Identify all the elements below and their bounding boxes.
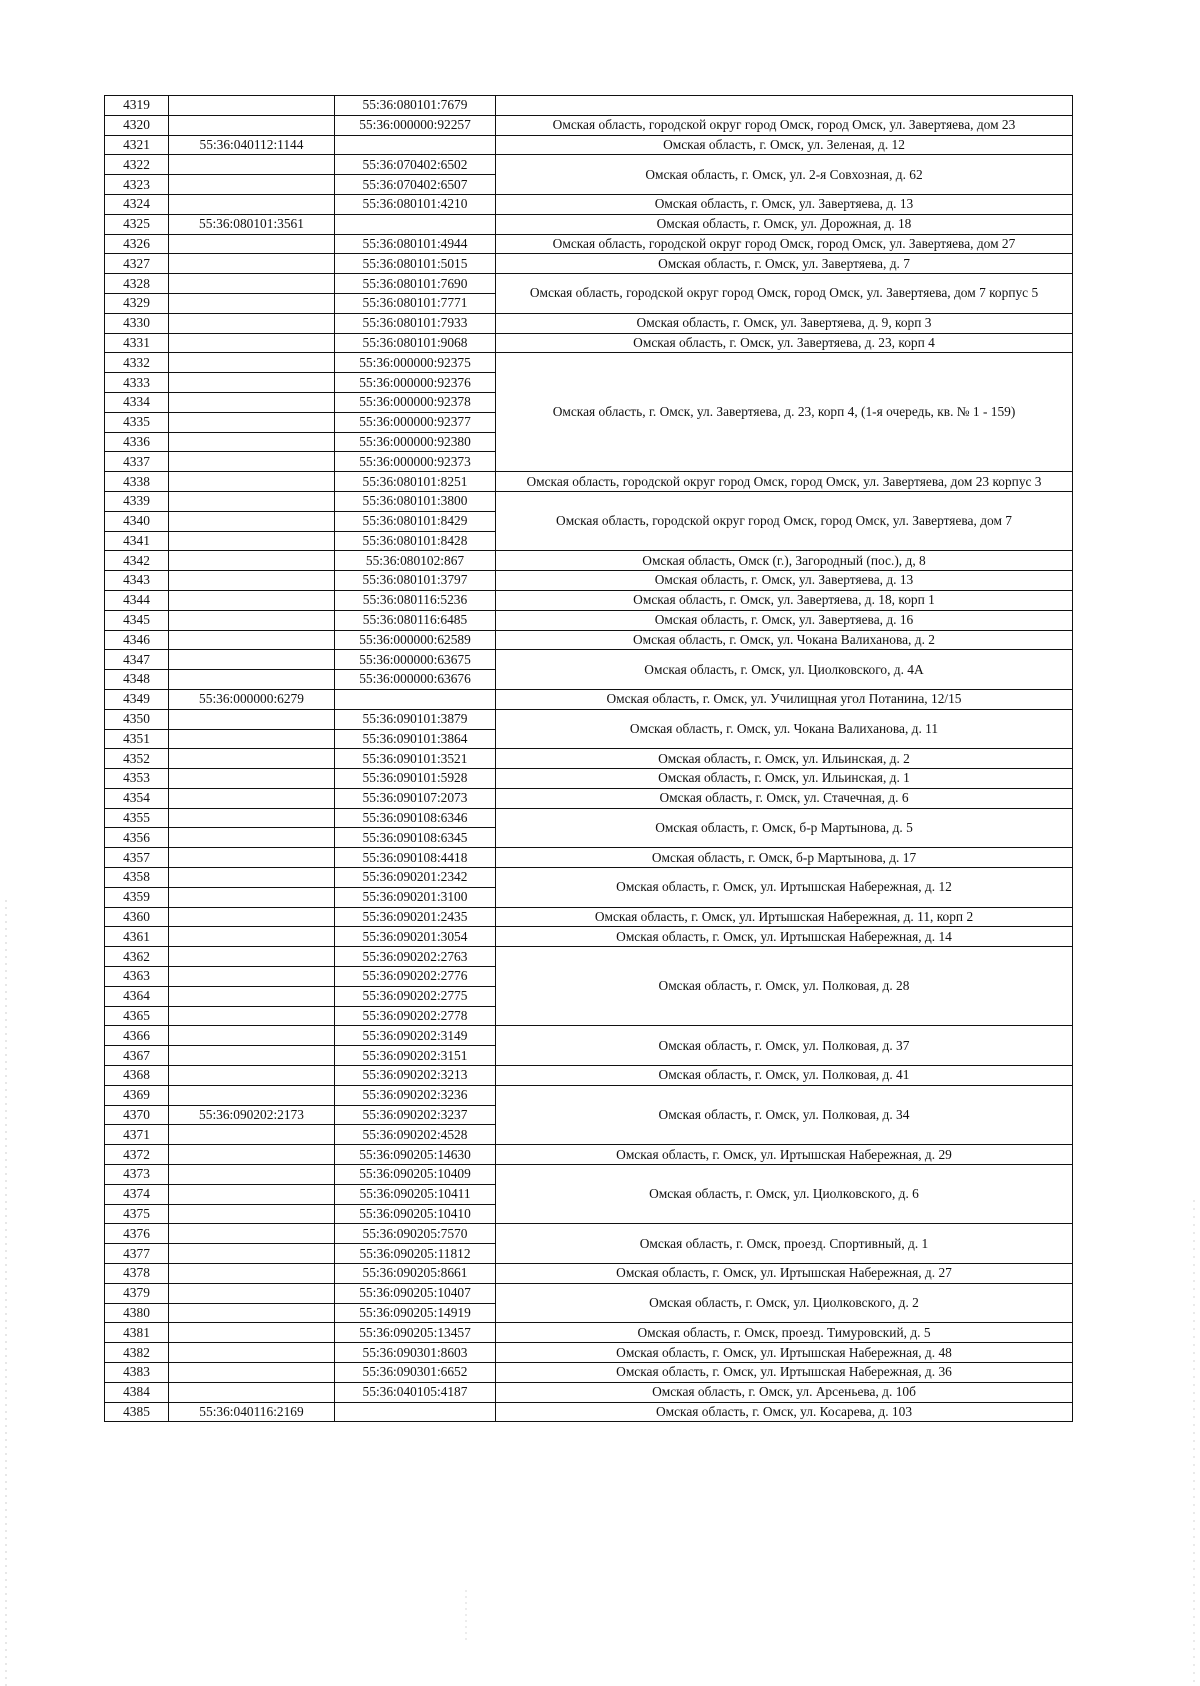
row-number-cell: 4344: [105, 590, 169, 610]
object-cadastral-number-cell: 55:36:000000:92373: [335, 452, 496, 472]
object-cadastral-number-cell: 55:36:000000:92257: [335, 115, 496, 135]
object-cadastral-number-cell: [335, 135, 496, 155]
address-cell: Омская область, г. Омск, проезд. Тимуровский, д. 5: [496, 1323, 1073, 1343]
cadastral-number-cell: [169, 234, 335, 254]
address-cell: Омская область, г. Омск, ул. Полковая, д. 34: [496, 1085, 1073, 1144]
address-cell: Омская область, г. Омск, ул. Иртышская Набережная, д. 12: [496, 868, 1073, 908]
object-cadastral-number-cell: 55:36:080101:3797: [335, 571, 496, 591]
object-cadastral-number-cell: 55:36:000000:62589: [335, 630, 496, 650]
cadastral-number-cell: [169, 452, 335, 472]
row-number-cell: 4326: [105, 234, 169, 254]
address-cell: Омская область, г. Омск, ул. Завертяева, д. 9, корп 3: [496, 313, 1073, 333]
row-number-cell: 4375: [105, 1204, 169, 1224]
object-cadastral-number-cell: 55:36:090301:6652: [335, 1363, 496, 1383]
object-cadastral-number-cell: 55:36:090108:4418: [335, 848, 496, 868]
address-cell: Омская область, г. Омск, ул. Циолковского, д. 6: [496, 1165, 1073, 1224]
cadastral-number-cell: [169, 1006, 335, 1026]
row-number-cell: 4345: [105, 610, 169, 630]
object-cadastral-number-cell: 55:36:090201:3100: [335, 887, 496, 907]
object-cadastral-number-cell: 55:36:090201:2342: [335, 868, 496, 888]
cadastral-number-cell: [169, 1283, 335, 1303]
object-cadastral-number-cell: 55:36:090205:14630: [335, 1145, 496, 1165]
table-row: [105, 155, 1073, 175]
cadastral-number-cell: [169, 788, 335, 808]
cadastral-number-cell: [169, 412, 335, 432]
address-cell: Омская область, г. Омск, ул. Иртышская Набережная, д. 48: [496, 1343, 1073, 1363]
table-row: [105, 689, 1073, 709]
row-number-cell: 4328: [105, 274, 169, 294]
table-row: [105, 610, 1073, 630]
row-number-cell: 4321: [105, 135, 169, 155]
cadastral-number-cell: [169, 887, 335, 907]
object-cadastral-number-cell: 55:36:080101:7771: [335, 293, 496, 313]
table-row: [105, 1085, 1073, 1105]
address-cell: Омская область, г. Омск, ул. Иртышская Набережная, д. 29: [496, 1145, 1073, 1165]
address-cell: Омская область, г. Омск, ул. Завертяева, д. 13: [496, 571, 1073, 591]
table-row: [105, 1323, 1073, 1343]
table-row: [105, 234, 1073, 254]
table-row: [105, 274, 1073, 294]
row-number-cell: 4378: [105, 1264, 169, 1284]
object-cadastral-number-cell: 55:36:080101:4210: [335, 194, 496, 214]
cadastral-number-cell: [169, 571, 335, 591]
table-row: [105, 115, 1073, 135]
cadastral-number-cell: [169, 610, 335, 630]
address-cell: Омская область, г. Омск, ул. Зеленая, д. 12: [496, 135, 1073, 155]
cadastral-number-cell: [169, 333, 335, 353]
row-number-cell: 4327: [105, 254, 169, 274]
row-number-cell: 4319: [105, 96, 169, 116]
address-cell: Омская область, г. Омск, ул. Завертяева, д. 23, корп 4, (1-я очередь, кв. № 1 - 159): [496, 353, 1073, 472]
address-cell: Омская область, г. Омск, ул. Ильинская, д. 1: [496, 769, 1073, 789]
table-row: [105, 333, 1073, 353]
object-cadastral-number-cell: 55:36:080101:4944: [335, 234, 496, 254]
table-row: [105, 1165, 1073, 1185]
object-cadastral-number-cell: 55:36:090205:7570: [335, 1224, 496, 1244]
cadastral-number-cell: [169, 590, 335, 610]
row-number-cell: 4382: [105, 1343, 169, 1363]
cadastral-number-cell: [169, 432, 335, 452]
address-cell: Омская область, г. Омск, ул. Чокана Валиханова, д. 11: [496, 709, 1073, 749]
object-cadastral-number-cell: 55:36:090202:3149: [335, 1026, 496, 1046]
cadastral-number-cell: [169, 293, 335, 313]
object-cadastral-number-cell: 55:36:080101:3800: [335, 491, 496, 511]
object-cadastral-number-cell: 55:36:000000:92376: [335, 373, 496, 393]
address-cell: Омская область, г. Омск, ул. Иртышская Набережная, д. 36: [496, 1363, 1073, 1383]
row-number-cell: 4360: [105, 907, 169, 927]
object-cadastral-number-cell: 55:36:090205:10410: [335, 1204, 496, 1224]
cadastral-number-cell: [169, 1145, 335, 1165]
table-row: [105, 590, 1073, 610]
address-cell: Омская область, г. Омск, ул. Иртышская Набережная, д. 11, корп 2: [496, 907, 1073, 927]
object-cadastral-number-cell: 55:36:090205:10407: [335, 1283, 496, 1303]
object-cadastral-number-cell: 55:36:090201:2435: [335, 907, 496, 927]
address-cell: Омская область, г. Омск, ул. Иртышская Набережная, д. 14: [496, 927, 1073, 947]
registry-table-body: [105, 96, 1073, 1422]
cadastral-number-cell: [169, 1323, 335, 1343]
object-cadastral-number-cell: 55:36:090202:3213: [335, 1066, 496, 1086]
row-number-cell: 4372: [105, 1145, 169, 1165]
row-number-cell: 4383: [105, 1363, 169, 1383]
row-number-cell: 4333: [105, 373, 169, 393]
cadastral-number-cell: [169, 1184, 335, 1204]
cadastral-number-cell: [169, 947, 335, 967]
object-cadastral-number-cell: 55:36:090101:3521: [335, 749, 496, 769]
cadastral-number-cell: [169, 96, 335, 116]
object-cadastral-number-cell: 55:36:090202:3151: [335, 1046, 496, 1066]
object-cadastral-number-cell: 55:36:090205:11812: [335, 1244, 496, 1264]
table-row: [105, 1343, 1073, 1363]
object-cadastral-number-cell: 55:36:090202:2778: [335, 1006, 496, 1026]
address-cell: Омская область, г. Омск, ул. Завертяева, д. 23, корп 4: [496, 333, 1073, 353]
object-cadastral-number-cell: 55:36:080101:5015: [335, 254, 496, 274]
address-cell: Омская область, г. Омск, ул. Завертяева, д. 7: [496, 254, 1073, 274]
row-number-cell: 4353: [105, 769, 169, 789]
row-number-cell: 4346: [105, 630, 169, 650]
cadastral-number-cell: [169, 749, 335, 769]
row-number-cell: 4335: [105, 412, 169, 432]
object-cadastral-number-cell: 55:36:080101:8251: [335, 472, 496, 492]
object-cadastral-number-cell: 55:36:090202:3237: [335, 1105, 496, 1125]
cadastral-number-cell: [169, 392, 335, 412]
table-row: [105, 96, 1073, 116]
address-cell: Омская область, г. Омск, ул. Косарева, д. 103: [496, 1402, 1073, 1422]
object-cadastral-number-cell: 55:36:040105:4187: [335, 1382, 496, 1402]
cadastral-number-cell: [169, 175, 335, 195]
object-cadastral-number-cell: 55:36:000000:92380: [335, 432, 496, 452]
address-cell: [496, 96, 1073, 116]
object-cadastral-number-cell: 55:36:090107:2073: [335, 788, 496, 808]
table-row: [105, 1382, 1073, 1402]
table-row: [105, 194, 1073, 214]
cadastral-number-cell: [169, 194, 335, 214]
row-number-cell: 4371: [105, 1125, 169, 1145]
row-number-cell: 4340: [105, 511, 169, 531]
row-number-cell: 4342: [105, 551, 169, 571]
address-cell: Омская область, городской округ город Омск, город Омск, ул. Завертяева, дом 7 корпус 5: [496, 274, 1073, 314]
row-number-cell: 4367: [105, 1046, 169, 1066]
cadastral-number-cell: [169, 927, 335, 947]
row-number-cell: 4337: [105, 452, 169, 472]
object-cadastral-number-cell: 55:36:000000:92377: [335, 412, 496, 432]
cadastral-number-cell: [169, 274, 335, 294]
object-cadastral-number-cell: 55:36:090108:6345: [335, 828, 496, 848]
object-cadastral-number-cell: 55:36:080102:867: [335, 551, 496, 571]
cadastral-number-cell: [169, 986, 335, 1006]
object-cadastral-number-cell: 55:36:080101:7933: [335, 313, 496, 333]
object-cadastral-number-cell: 55:36:000000:92375: [335, 353, 496, 373]
table-row: [105, 472, 1073, 492]
object-cadastral-number-cell: [335, 214, 496, 234]
address-cell: Омская область, г. Омск, ул. Полковая, д. 37: [496, 1026, 1073, 1066]
table-row: [105, 1402, 1073, 1422]
object-cadastral-number-cell: 55:36:080101:7679: [335, 96, 496, 116]
object-cadastral-number-cell: 55:36:080116:6485: [335, 610, 496, 630]
object-cadastral-number-cell: 55:36:070402:6507: [335, 175, 496, 195]
cadastral-number-cell: 55:36:090202:2173: [169, 1105, 335, 1125]
table-row: [105, 571, 1073, 591]
row-number-cell: 4384: [105, 1382, 169, 1402]
cadastral-number-cell: [169, 551, 335, 571]
table-row: [105, 1264, 1073, 1284]
cadastral-number-cell: [169, 1026, 335, 1046]
table-row: [105, 1145, 1073, 1165]
cadastral-number-cell: [169, 907, 335, 927]
object-cadastral-number-cell: 55:36:090301:8603: [335, 1343, 496, 1363]
object-cadastral-number-cell: 55:36:080101:9068: [335, 333, 496, 353]
cadastral-number-cell: [169, 155, 335, 175]
address-cell: Омская область, г. Омск, ул. Дорожная, д. 18: [496, 214, 1073, 234]
table-row: [105, 927, 1073, 947]
row-number-cell: 4332: [105, 353, 169, 373]
row-number-cell: 4361: [105, 927, 169, 947]
table-row: [105, 868, 1073, 888]
row-number-cell: 4380: [105, 1303, 169, 1323]
object-cadastral-number-cell: 55:36:090205:10411: [335, 1184, 496, 1204]
object-cadastral-number-cell: 55:36:090205:8661: [335, 1264, 496, 1284]
cadastral-number-cell: [169, 1125, 335, 1145]
object-cadastral-number-cell: 55:36:090108:6346: [335, 808, 496, 828]
row-number-cell: 4358: [105, 868, 169, 888]
address-cell: Омская область, г. Омск, ул. Циолковского, д. 4А: [496, 650, 1073, 690]
cadastral-number-cell: [169, 1382, 335, 1402]
cadastral-number-cell: [169, 511, 335, 531]
cadastral-number-cell: [169, 729, 335, 749]
row-number-cell: 4336: [105, 432, 169, 452]
row-number-cell: 4349: [105, 689, 169, 709]
object-cadastral-number-cell: 55:36:000000:92378: [335, 392, 496, 412]
table-row: [105, 769, 1073, 789]
address-cell: Омская область, г. Омск, ул. Завертяева, д. 13: [496, 194, 1073, 214]
table-row: [105, 1066, 1073, 1086]
cadastral-number-cell: [169, 808, 335, 828]
object-cadastral-number-cell: 55:36:090202:2775: [335, 986, 496, 1006]
object-cadastral-number-cell: 55:36:090101:3879: [335, 709, 496, 729]
table-row: [105, 1224, 1073, 1244]
address-cell: Омская область, городской округ город Омск, город Омск, ул. Завертяева, дом 23: [496, 115, 1073, 135]
object-cadastral-number-cell: 55:36:070402:6502: [335, 155, 496, 175]
address-cell: Омская область, г. Омск, ул. Циолковского, д. 2: [496, 1283, 1073, 1323]
address-cell: Омская область, г. Омск, ул. Арсеньева, д. 10б: [496, 1382, 1073, 1402]
row-number-cell: 4381: [105, 1323, 169, 1343]
cadastral-number-cell: [169, 650, 335, 670]
row-number-cell: 4356: [105, 828, 169, 848]
row-number-cell: 4369: [105, 1085, 169, 1105]
table-row: [105, 709, 1073, 729]
address-cell: Омская область, г. Омск, ул. Завертяева, д. 16: [496, 610, 1073, 630]
row-number-cell: 4373: [105, 1165, 169, 1185]
table-row: [105, 630, 1073, 650]
row-number-cell: 4354: [105, 788, 169, 808]
table-row: [105, 551, 1073, 571]
cadastral-number-cell: [169, 313, 335, 333]
table-row: [105, 848, 1073, 868]
address-cell: Омская область, г. Омск, ул. 2-я Совхозная, д. 62: [496, 155, 1073, 195]
cadastral-number-cell: [169, 1066, 335, 1086]
row-number-cell: 4363: [105, 967, 169, 987]
table-row: [105, 254, 1073, 274]
object-cadastral-number-cell: 55:36:090205:10409: [335, 1165, 496, 1185]
address-cell: Омская область, г. Омск, б-р Мартынова, д. 5: [496, 808, 1073, 848]
cadastral-number-cell: [169, 1244, 335, 1264]
cadastral-number-cell: [169, 1264, 335, 1284]
row-number-cell: 4347: [105, 650, 169, 670]
row-number-cell: 4323: [105, 175, 169, 195]
object-cadastral-number-cell: 55:36:080101:7690: [335, 274, 496, 294]
address-cell: Омская область, г. Омск, ул. Полковая, д. 41: [496, 1066, 1073, 1086]
row-number-cell: 4366: [105, 1026, 169, 1046]
address-cell: Омская область, Омск (г.), Загородный (пос.), д, 8: [496, 551, 1073, 571]
row-number-cell: 4343: [105, 571, 169, 591]
object-cadastral-number-cell: 55:36:090201:3054: [335, 927, 496, 947]
row-number-cell: 4355: [105, 808, 169, 828]
row-number-cell: 4320: [105, 115, 169, 135]
row-number-cell: 4334: [105, 392, 169, 412]
row-number-cell: 4341: [105, 531, 169, 551]
address-cell: Омская область, городской округ город Омск, город Омск, ул. Завертяева, дом 23 корпус 3: [496, 472, 1073, 492]
cadastral-number-cell: 55:36:040116:2169: [169, 1402, 335, 1422]
table-row: [105, 214, 1073, 234]
cadastral-number-cell: [169, 373, 335, 393]
row-number-cell: 4339: [105, 491, 169, 511]
row-number-cell: 4365: [105, 1006, 169, 1026]
cadastral-number-cell: [169, 1303, 335, 1323]
object-cadastral-number-cell: [335, 1402, 496, 1422]
address-cell: Омская область, г. Омск, ул. Завертяева, д. 18, корп 1: [496, 590, 1073, 610]
object-cadastral-number-cell: 55:36:090205:14919: [335, 1303, 496, 1323]
object-cadastral-number-cell: 55:36:080101:8429: [335, 511, 496, 531]
row-number-cell: 4359: [105, 887, 169, 907]
row-number-cell: 4379: [105, 1283, 169, 1303]
cadastral-number-cell: [169, 630, 335, 650]
row-number-cell: 4348: [105, 670, 169, 690]
object-cadastral-number-cell: 55:36:080101:8428: [335, 531, 496, 551]
cadastral-number-cell: [169, 769, 335, 789]
row-number-cell: 4374: [105, 1184, 169, 1204]
table-row: [105, 947, 1073, 967]
row-number-cell: 4330: [105, 313, 169, 333]
table-row: [105, 1363, 1073, 1383]
object-cadastral-number-cell: 55:36:090202:2763: [335, 947, 496, 967]
object-cadastral-number-cell: 55:36:000000:63676: [335, 670, 496, 690]
object-cadastral-number-cell: [335, 689, 496, 709]
table-row: [105, 135, 1073, 155]
table-row: [105, 491, 1073, 511]
row-number-cell: 4357: [105, 848, 169, 868]
row-number-cell: 4331: [105, 333, 169, 353]
cadastral-number-cell: [169, 1046, 335, 1066]
row-number-cell: 4362: [105, 947, 169, 967]
address-cell: Омская область, г. Омск, б-р Мартынова, д. 17: [496, 848, 1073, 868]
table-row: [105, 788, 1073, 808]
row-number-cell: 4350: [105, 709, 169, 729]
row-number-cell: 4368: [105, 1066, 169, 1086]
address-cell: Омская область, г. Омск, ул. Ильинская, д. 2: [496, 749, 1073, 769]
row-number-cell: 4385: [105, 1402, 169, 1422]
address-cell: Омская область, городской округ город Омск, город Омск, ул. Завертяева, дом 27: [496, 234, 1073, 254]
cadastral-number-cell: [169, 1343, 335, 1363]
table-row: [105, 313, 1073, 333]
cadastral-number-cell: [169, 828, 335, 848]
row-number-cell: 4324: [105, 194, 169, 214]
cadastral-number-cell: [169, 115, 335, 135]
cadastral-number-cell: [169, 1363, 335, 1383]
table-row: [105, 907, 1073, 927]
object-cadastral-number-cell: 55:36:090101:3864: [335, 729, 496, 749]
cadastral-number-cell: [169, 670, 335, 690]
object-cadastral-number-cell: 55:36:090205:13457: [335, 1323, 496, 1343]
cadastral-number-cell: [169, 868, 335, 888]
table-row: [105, 650, 1073, 670]
row-number-cell: 4370: [105, 1105, 169, 1125]
row-number-cell: 4376: [105, 1224, 169, 1244]
table-row: [105, 1026, 1073, 1046]
cadastral-number-cell: 55:36:040112:1144: [169, 135, 335, 155]
address-cell: Омская область, г. Омск, ул. Чокана Валиханова, д. 2: [496, 630, 1073, 650]
cadastral-registry-table: [104, 95, 1073, 1422]
row-number-cell: 4322: [105, 155, 169, 175]
cadastral-number-cell: [169, 254, 335, 274]
object-cadastral-number-cell: 55:36:090101:5928: [335, 769, 496, 789]
cadastral-number-cell: [169, 491, 335, 511]
table-row: [105, 353, 1073, 373]
cadastral-number-cell: [169, 472, 335, 492]
object-cadastral-number-cell: 55:36:090202:4528: [335, 1125, 496, 1145]
cadastral-number-cell: [169, 531, 335, 551]
cadastral-number-cell: [169, 353, 335, 373]
cadastral-number-cell: [169, 1224, 335, 1244]
row-number-cell: 4364: [105, 986, 169, 1006]
object-cadastral-number-cell: 55:36:080116:5236: [335, 590, 496, 610]
table-row: [105, 1283, 1073, 1303]
address-cell: Омская область, г. Омск, проезд. Спортивный, д. 1: [496, 1224, 1073, 1264]
row-number-cell: 4329: [105, 293, 169, 313]
row-number-cell: 4338: [105, 472, 169, 492]
address-cell: Омская область, г. Омск, ул. Стачечная, д. 6: [496, 788, 1073, 808]
cadastral-number-cell: [169, 848, 335, 868]
cadastral-number-cell: [169, 1165, 335, 1185]
cadastral-number-cell: [169, 1204, 335, 1224]
address-cell: Омская область, г. Омск, ул. Иртышская Набережная, д. 27: [496, 1264, 1073, 1284]
address-cell: Омская область, городской округ город Омск, город Омск, ул. Завертяева, дом 7: [496, 491, 1073, 550]
address-cell: Омская область, г. Омск, ул. Училищная угол Потанина, 12/15: [496, 689, 1073, 709]
table-row: [105, 808, 1073, 828]
object-cadastral-number-cell: 55:36:090202:2776: [335, 967, 496, 987]
row-number-cell: 4325: [105, 214, 169, 234]
cadastral-number-cell: [169, 709, 335, 729]
object-cadastral-number-cell: 55:36:000000:63675: [335, 650, 496, 670]
object-cadastral-number-cell: 55:36:090202:3236: [335, 1085, 496, 1105]
table-row: [105, 749, 1073, 769]
row-number-cell: 4351: [105, 729, 169, 749]
cadastral-number-cell: 55:36:080101:3561: [169, 214, 335, 234]
row-number-cell: 4377: [105, 1244, 169, 1264]
cadastral-number-cell: 55:36:000000:6279: [169, 689, 335, 709]
address-cell: Омская область, г. Омск, ул. Полковая, д. 28: [496, 947, 1073, 1026]
cadastral-number-cell: [169, 967, 335, 987]
row-number-cell: 4352: [105, 749, 169, 769]
cadastral-number-cell: [169, 1085, 335, 1105]
